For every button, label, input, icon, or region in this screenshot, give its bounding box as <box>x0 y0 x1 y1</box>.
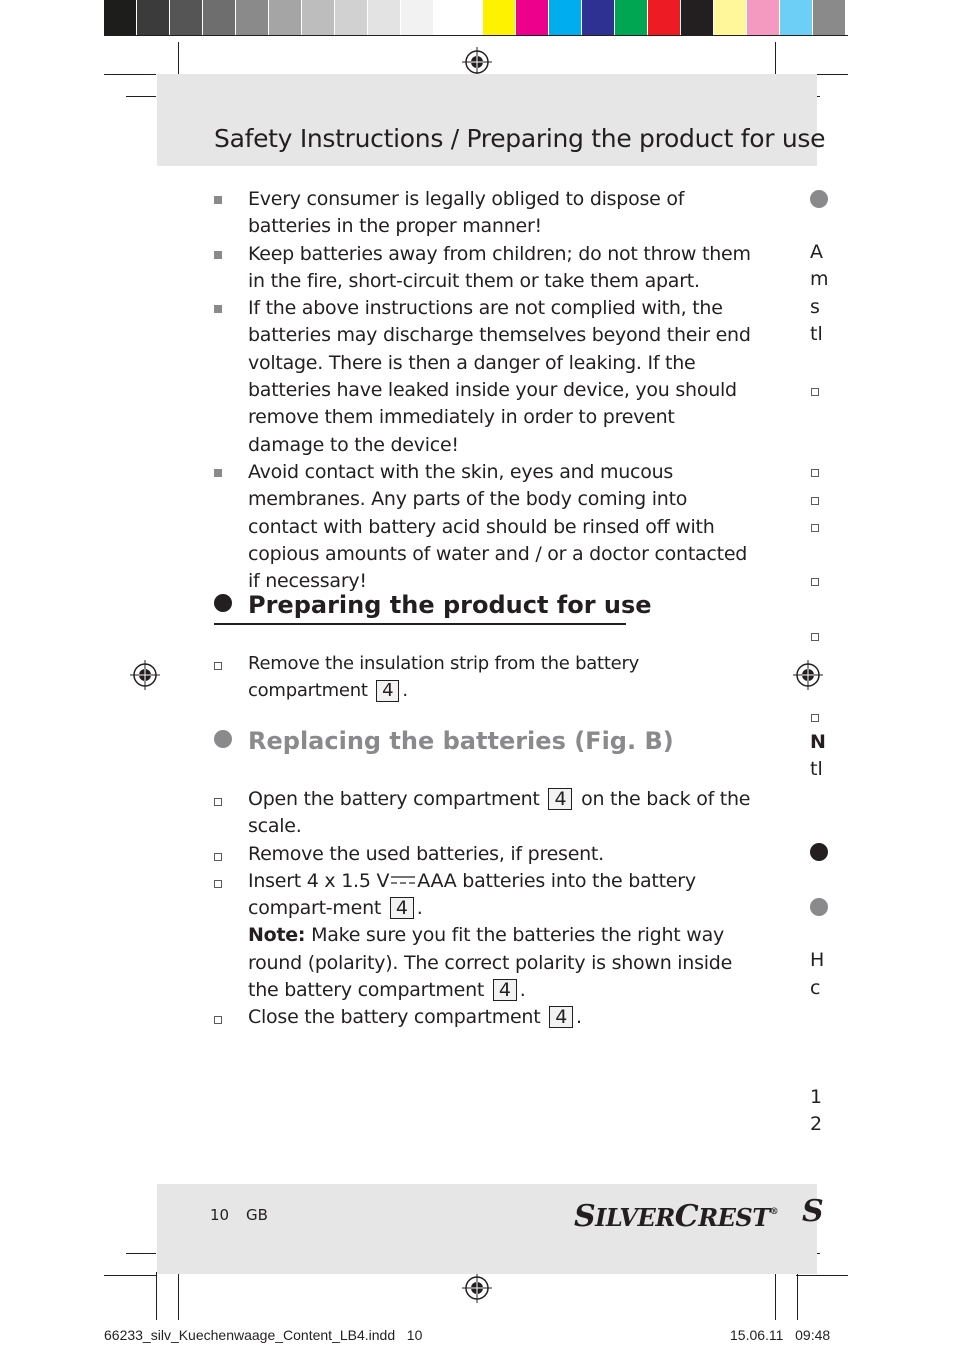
checkbox-bullet-icon <box>811 714 819 722</box>
process-color-bar <box>483 0 846 36</box>
checkbox-bullet-icon <box>811 469 819 477</box>
list-item <box>214 1004 754 1031</box>
right-page-text: A <box>810 241 823 263</box>
checkbox-bullet-icon <box>214 662 222 670</box>
checkbox-bullet-icon <box>811 524 819 532</box>
slug-date: 15.06.11 09:48 <box>730 1327 831 1343</box>
section-heading-replacing <box>214 727 674 755</box>
color-swatch <box>582 0 615 36</box>
step-text: Insert 4 x 1.5 V <box>248 869 390 892</box>
logo-letter: C <box>674 1199 699 1234</box>
list-item <box>214 459 754 595</box>
part-reference: 4 <box>548 788 572 810</box>
section-dot-icon <box>810 843 828 861</box>
checkbox-bullet-icon <box>811 633 819 641</box>
step-end: . <box>519 979 526 1002</box>
color-swatch <box>747 0 780 36</box>
color-swatch <box>335 0 368 36</box>
color-swatch <box>368 0 401 36</box>
battery-warnings-list <box>214 186 754 595</box>
list-item <box>214 650 754 705</box>
registration-mark-icon <box>129 659 161 691</box>
color-swatch <box>401 0 434 36</box>
color-swatch <box>549 0 582 36</box>
right-page-text: H <box>810 949 825 971</box>
right-page-text: 1 <box>810 1086 823 1108</box>
step-text: Remove the used batteries, if present. <box>248 842 604 865</box>
checkbox-bullet-icon <box>214 798 222 806</box>
dc-voltage-icon <box>391 875 415 885</box>
crop-mark <box>178 42 179 78</box>
section-dot-icon <box>214 594 232 612</box>
section-dot-icon <box>810 898 828 916</box>
logo-letters: REST <box>698 1203 770 1232</box>
step-end: . <box>576 1006 582 1029</box>
registered-mark: ® <box>769 1207 779 1217</box>
step-text: AAA batteries into the battery compart-ment <box>248 869 696 920</box>
color-swatch <box>203 0 236 36</box>
color-swatch <box>170 0 203 36</box>
preparing-steps <box>214 650 754 705</box>
list-item <box>214 186 754 241</box>
step-text: on the back of the scale. <box>248 788 751 838</box>
logo-letters: ILVER <box>595 1203 675 1232</box>
checkbox-bullet-icon <box>811 497 819 505</box>
checkbox-bullet-icon <box>214 1016 222 1024</box>
square-bullet-icon <box>214 305 222 313</box>
slug-filename: 66233_silv_Kuechenwaage_Content_LB4.indd 10 <box>104 1327 423 1343</box>
list-item <box>214 786 754 841</box>
next-page-logo-fragment <box>802 1194 824 1234</box>
crop-mark <box>126 96 156 97</box>
checkbox-bullet-icon <box>214 853 222 861</box>
list-item <box>214 841 754 868</box>
color-swatch <box>714 0 747 36</box>
crop-mark <box>104 74 156 75</box>
right-page-text: N <box>810 731 826 753</box>
right-page-text: m <box>810 268 829 290</box>
step-text: Remove the insulation strip from the battery compartment <box>248 653 640 702</box>
list-item <box>214 295 754 459</box>
crop-mark <box>797 1272 798 1320</box>
registration-mark-icon <box>461 1272 493 1304</box>
color-bar-rule <box>104 35 848 36</box>
list-item-text: If the above instructions are not complied with, the batteries may discharge themselves beyond their end voltage. There is then a danger of leaking. If the batteries have leaked inside your device, you should remove them immediately in order to prevent damage to the device! <box>248 297 751 456</box>
note-label: Note: <box>248 924 306 947</box>
color-swatch <box>269 0 302 36</box>
part-reference: 4 <box>376 680 399 702</box>
step-end: . <box>402 680 408 702</box>
section-heading-text: Replacing the batteries (Fig. B) <box>248 727 674 755</box>
color-swatch <box>137 0 170 36</box>
note-text: Make sure you fit the batteries the right way round (polarity). The correct polarity is shown inside the battery compartment <box>248 924 733 1002</box>
page-title: Safety Instructions / Preparing the product for use <box>214 124 826 153</box>
right-page-text: tl <box>810 758 823 780</box>
section-dot-icon <box>214 730 232 748</box>
list-item <box>214 241 754 296</box>
right-page-text: s <box>810 296 820 318</box>
step-text: Open the battery compartment <box>248 788 540 810</box>
section-dot-icon <box>810 190 828 208</box>
checkbox-bullet-icon <box>811 388 819 396</box>
color-swatch <box>516 0 549 36</box>
crop-mark <box>104 1275 156 1276</box>
right-page-text: c <box>810 977 821 999</box>
step-text: Close the battery compartment <box>248 1006 541 1029</box>
color-swatch <box>780 0 813 36</box>
logo-letter: S <box>574 1199 596 1234</box>
crop-mark <box>178 1272 179 1320</box>
section-heading-preparing <box>214 591 652 619</box>
square-bullet-icon <box>214 469 222 477</box>
crop-mark <box>775 42 776 78</box>
language-code: GB <box>246 1206 268 1224</box>
section-heading-text: Preparing the product for use <box>248 591 652 619</box>
crop-mark <box>775 1272 776 1320</box>
checkbox-bullet-icon <box>811 578 819 586</box>
color-swatch <box>434 0 467 36</box>
list-item-text: Avoid contact with the skin, eyes and mucous membranes. Any parts of the body coming into contact with battery acid should be rinsed off with copious amounts of water and / or a doctor contacted if necessary! <box>248 460 748 593</box>
page-number: 10 <box>210 1206 230 1224</box>
list-item-text: Every consumer is legally obliged to dispose of batteries in the proper manner! <box>248 188 685 238</box>
color-swatch <box>681 0 714 36</box>
logo-letter: S <box>802 1194 824 1229</box>
color-swatch <box>104 0 137 36</box>
step-end: . <box>416 897 423 920</box>
color-swatch <box>813 0 846 36</box>
crop-mark <box>126 1253 156 1254</box>
part-reference: 4 <box>390 897 414 919</box>
color-swatch <box>483 0 516 36</box>
color-swatch <box>615 0 648 36</box>
section-underline <box>214 623 626 625</box>
part-reference: 4 <box>549 1006 573 1028</box>
gray-color-bar <box>104 0 467 36</box>
silvercrest-logo <box>574 1199 778 1234</box>
square-bullet-icon <box>214 251 222 259</box>
color-swatch <box>648 0 681 36</box>
part-reference: 4 <box>493 979 517 1001</box>
color-swatch <box>302 0 335 36</box>
replacing-steps <box>214 786 754 1032</box>
checkbox-bullet-icon <box>214 880 222 888</box>
color-swatch <box>236 0 269 36</box>
list-item <box>214 868 754 1004</box>
right-page-text: 2 <box>810 1113 823 1135</box>
square-bullet-icon <box>214 196 222 204</box>
right-page-text: tl <box>810 323 823 345</box>
crop-mark <box>156 1272 157 1320</box>
crop-mark <box>796 1275 848 1276</box>
list-item-text: Keep batteries away from children; do not throw them in the fire, short-circuit them or take them apart. <box>248 242 751 292</box>
